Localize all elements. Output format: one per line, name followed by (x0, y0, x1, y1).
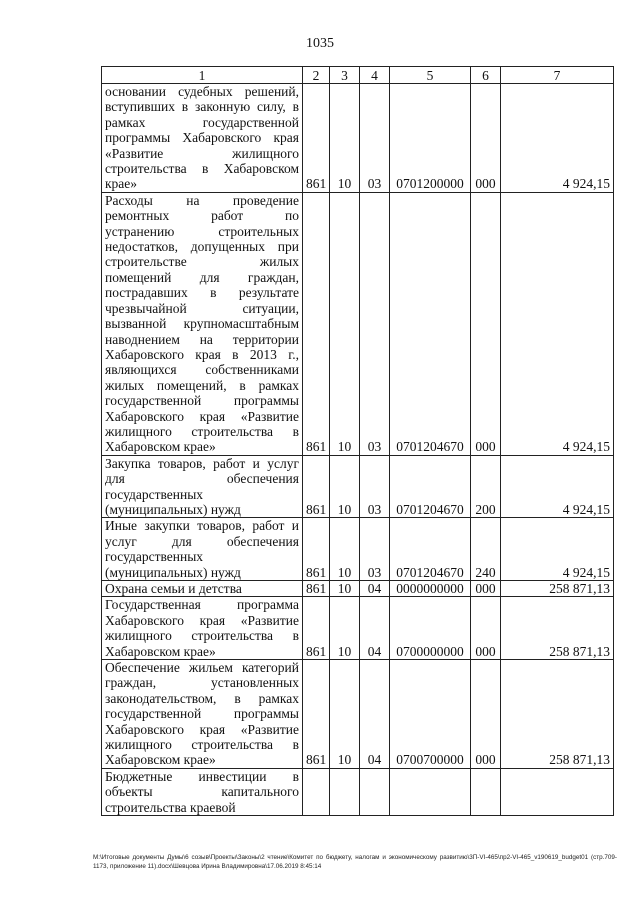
row-description (102, 84, 303, 193)
row-description (102, 192, 303, 455)
section-code: 10 (330, 581, 360, 597)
subsection-code (360, 768, 390, 815)
amount: 258 871,13 (501, 660, 614, 769)
description-line: вступивших в законную силу, в (105, 99, 299, 115)
section-code: 10 (330, 660, 360, 769)
description-line: Хабаровского края «Развитие (105, 408, 299, 424)
amount: 4 924,15 (501, 518, 614, 581)
description-line: основании судебных решений, (105, 84, 299, 99)
table-row (102, 660, 614, 769)
description-line: государственной программы (105, 706, 299, 722)
ministry-code: 861 (303, 581, 330, 597)
description-line: жилых помещений, в рамках (105, 377, 299, 393)
amount: 4 924,15 (501, 455, 614, 518)
budget-table (101, 66, 614, 816)
description-line: являющихся собственниками (105, 362, 299, 378)
section-code (330, 768, 360, 815)
amount: 4 924,15 (501, 84, 614, 193)
description-line: Закупка товаров, работ и услуг (105, 455, 299, 471)
ministry-code: 861 (303, 597, 330, 660)
description-line: для обеспечения (105, 471, 299, 487)
description-line: жилищного строительства в (105, 737, 299, 753)
description-line: чрезвычайной ситуации, (105, 300, 299, 316)
description-line: государственной программы (105, 393, 299, 409)
row-description (102, 768, 303, 815)
ministry-code: 861 (303, 192, 330, 455)
section-code: 10 (330, 455, 360, 518)
row-description (102, 660, 303, 769)
description-line: строительстве жилых (105, 254, 299, 270)
description-line: рамках государственной (105, 114, 299, 130)
section-code: 10 (330, 192, 360, 455)
description-line: строительства краевой (105, 799, 236, 815)
expense-type-code: 000 (471, 192, 501, 455)
ministry-code (303, 768, 330, 815)
section-code: 10 (330, 597, 360, 660)
description-line: Хабаровском крае» (105, 643, 216, 659)
expense-type-code (471, 768, 501, 815)
description-line: наводнением на территории (105, 331, 299, 347)
table-row (102, 581, 614, 597)
header-cell: 1 (102, 67, 303, 84)
row-description (102, 455, 303, 518)
table-row (102, 192, 614, 455)
subsection-code: 03 (360, 455, 390, 518)
expense-type-code: 000 (471, 597, 501, 660)
description-line: «Развитие жилищного (105, 145, 299, 161)
target-article-code: 0701204670 (390, 518, 471, 581)
table-row (102, 84, 614, 193)
description-line: программы Хабаровского края (105, 130, 299, 146)
header-cell: 2 (303, 67, 330, 84)
target-article-code: 0700700000 (390, 660, 471, 769)
description-line: недостатков, допущенных при (105, 239, 299, 255)
description-line: Охрана семьи и детства (105, 581, 242, 596)
description-line: Обеспечение жильем категорий (105, 660, 299, 676)
description-line: государственных (105, 486, 204, 502)
description-line: граждан, установленных (105, 675, 299, 691)
ministry-code: 861 (303, 84, 330, 193)
description-line: объекты капитального (105, 784, 299, 800)
description-line: вызванной крупномасштабным (105, 316, 299, 332)
description-line: Хабаровского края в 2013 г., (105, 346, 299, 362)
table-row (102, 518, 614, 581)
target-article-code: 0700000000 (390, 597, 471, 660)
ministry-code: 861 (303, 660, 330, 769)
description-line: (муниципальных) нужд (105, 501, 241, 517)
description-line: Расходы на проведение (105, 192, 299, 208)
target-article-code: 0000000000 (390, 581, 471, 597)
description-line: Хабаровского края «Развитие (105, 612, 299, 628)
description-line: ремонтных работ по (105, 208, 299, 224)
subsection-code: 04 (360, 597, 390, 660)
document-path-footer: M:\Итоговые документы Думы\6 созыв\Проекты\Законы\2 чтение\Комитет по бюджету, налогам и экономическому развитию\3П-VI-465\пр2-VI-465_v190619_budget01 (стр.709-1173, приложение 11).docx\Шевцова Ирина Владимировна\17.06.2019 8:45:14 (93, 854, 617, 870)
header-cell: 5 (390, 67, 471, 84)
description-line: услуг для обеспечения (105, 533, 299, 549)
description-line: Хабаровском крае» (105, 439, 216, 455)
subsection-code: 03 (360, 84, 390, 193)
description-line: Хабаровского края «Развитие (105, 721, 299, 737)
table-row (102, 597, 614, 660)
row-description (102, 597, 303, 660)
description-line: Бюджетные инвестиции в (105, 768, 299, 784)
table-header-row (102, 67, 614, 84)
description-line: Хабаровском крае» (105, 752, 216, 768)
expense-type-code: 000 (471, 84, 501, 193)
subsection-code: 03 (360, 518, 390, 581)
header-cell: 7 (501, 67, 614, 84)
description-line: Государственная программа (105, 597, 299, 613)
description-line: строительства в Хабаровском (105, 161, 299, 177)
expense-type-code: 000 (471, 581, 501, 597)
header-cell: 4 (360, 67, 390, 84)
section-code: 10 (330, 84, 360, 193)
amount (501, 768, 614, 815)
amount: 258 871,13 (501, 597, 614, 660)
ministry-code: 861 (303, 455, 330, 518)
subsection-code: 04 (360, 581, 390, 597)
row-description (102, 518, 303, 581)
row-description (102, 581, 303, 597)
description-line: государственных (105, 549, 204, 565)
expense-type-code: 240 (471, 518, 501, 581)
ministry-code: 861 (303, 518, 330, 581)
description-line: законодательством, в рамках (105, 690, 299, 706)
header-cell: 6 (471, 67, 501, 84)
target-article-code (390, 768, 471, 815)
amount: 4 924,15 (501, 192, 614, 455)
subsection-code: 03 (360, 192, 390, 455)
description-line: крае» (105, 176, 138, 192)
expense-type-code: 200 (471, 455, 501, 518)
description-line: (муниципальных) нужд (105, 564, 241, 580)
target-article-code: 0701200000 (390, 84, 471, 193)
description-line: жилищного строительства в (105, 423, 299, 439)
target-article-code: 0701204670 (390, 192, 471, 455)
section-code: 10 (330, 518, 360, 581)
expense-type-code: 000 (471, 660, 501, 769)
description-line: устранению строительных (105, 223, 299, 239)
description-line: Иные закупки товаров, работ и (105, 518, 299, 534)
target-article-code: 0701204670 (390, 455, 471, 518)
table-row (102, 455, 614, 518)
description-line: пострадавших в результате (105, 285, 299, 301)
subsection-code: 04 (360, 660, 390, 769)
header-cell: 3 (330, 67, 360, 84)
description-line: помещений для граждан, (105, 269, 299, 285)
page-number: 1035 (306, 36, 334, 51)
table-row (102, 768, 614, 815)
description-line: жилищного строительства в (105, 628, 299, 644)
amount: 258 871,13 (501, 581, 614, 597)
